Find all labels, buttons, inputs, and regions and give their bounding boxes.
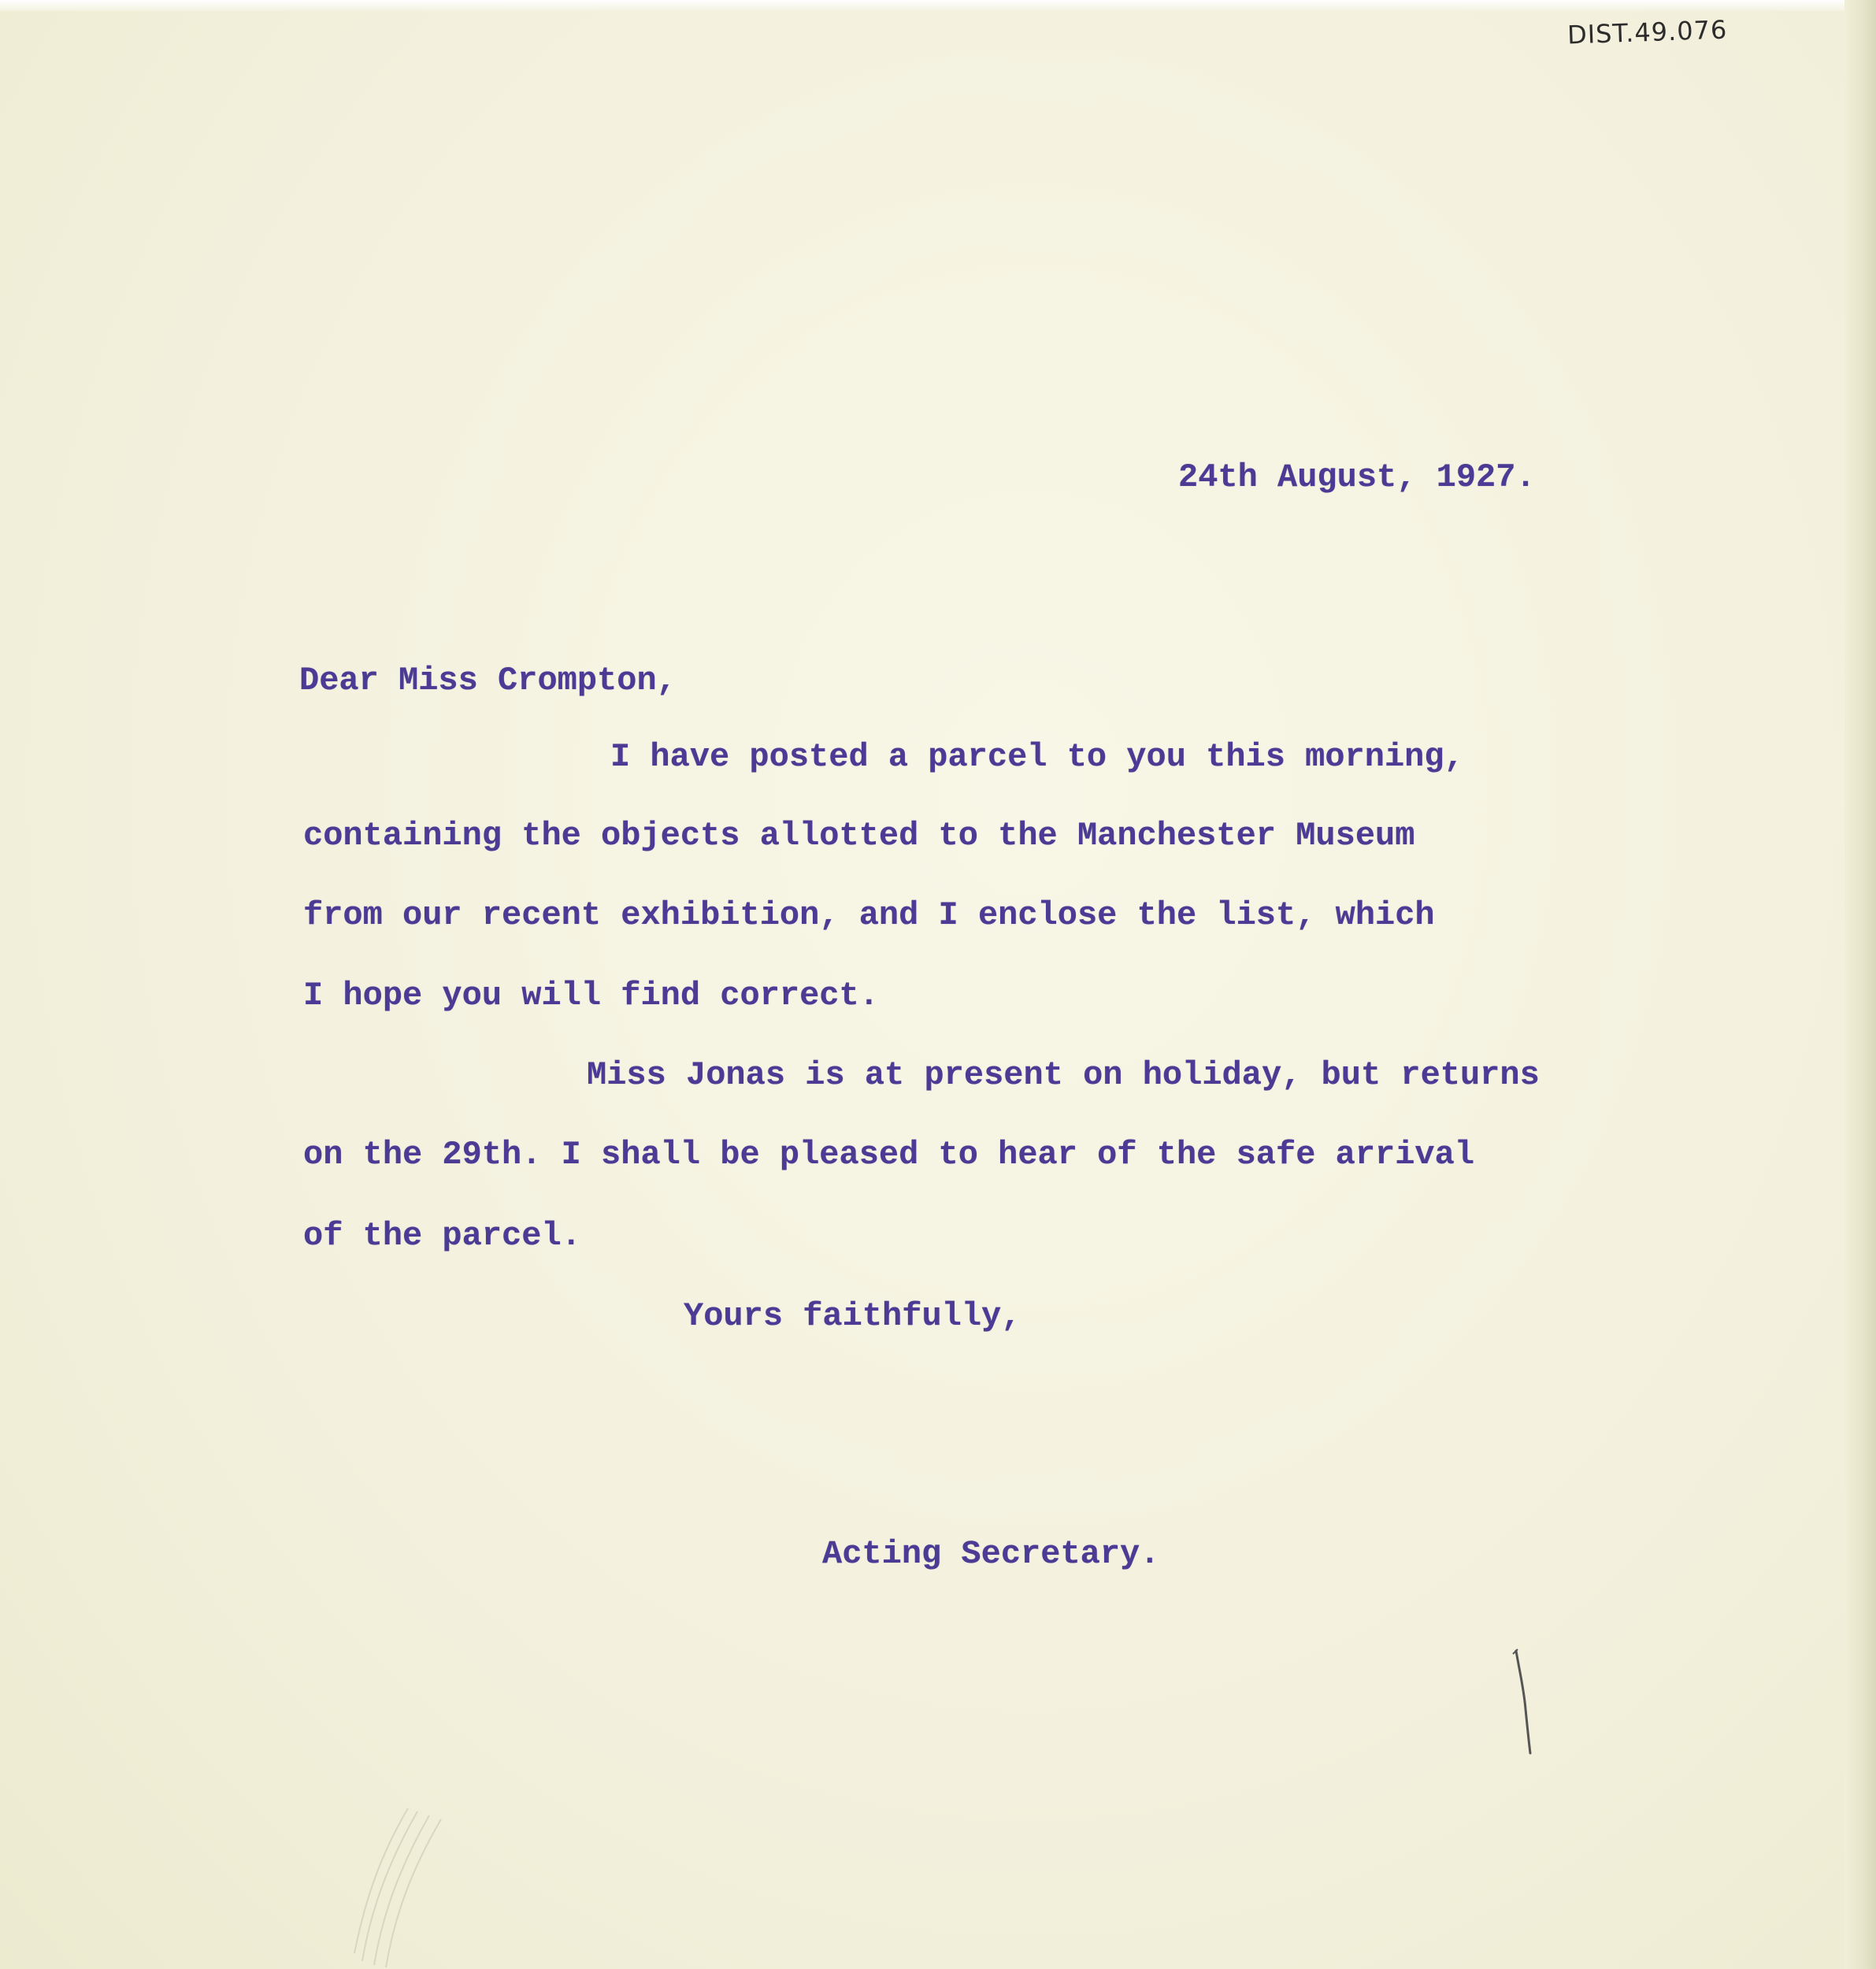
body-line: from our recent exhibition, and I enclose the list, which	[303, 896, 1435, 934]
body-line: of the parcel.	[303, 1217, 581, 1255]
signatory-title: Acting Secretary.	[822, 1535, 1160, 1573]
letter-salutation: Dear Miss Crompton,	[299, 662, 677, 699]
archive-reference: DIST.49.076	[1566, 14, 1728, 50]
letter-closing: Yours faithfully,	[684, 1297, 1021, 1335]
paper-top-edge	[0, 0, 1876, 11]
paper-right-edge	[1844, 0, 1876, 1969]
paper-smudge	[331, 1780, 465, 1969]
body-line: on the 29th. I shall be pleased to hear of the safe arrival	[303, 1136, 1475, 1174]
body-line: containing the objects allotted to the Manchester Museum	[303, 817, 1415, 855]
body-line: Miss Jonas is at present on holiday, but returns	[587, 1056, 1540, 1094]
pencil-mark	[1508, 1646, 1540, 1756]
body-line: I hope you will find correct.	[303, 977, 879, 1014]
letter-date: 24th August, 1927.	[1178, 458, 1536, 496]
body-line: I have posted a parcel to you this morning,	[610, 738, 1464, 776]
